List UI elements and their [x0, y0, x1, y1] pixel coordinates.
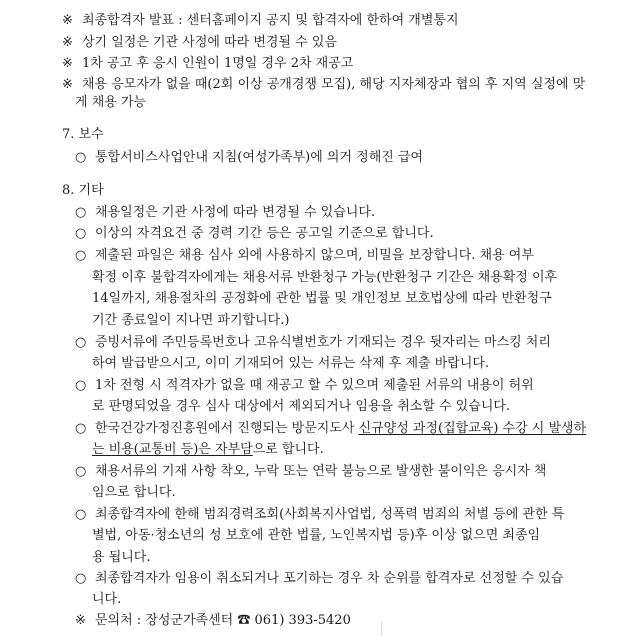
- section-7-title: 7. 보수: [62, 127, 104, 142]
- divider: [381, 622, 382, 636]
- list-item-continued: 확정 이후 불합격자에게는 채용서류 반환청구 가능(반환청구 기간은 채용확정 이후: [92, 270, 558, 285]
- underlined-text: 는 비용(교통비 등)은 자부담: [92, 442, 253, 457]
- bullet-icon: ○: [75, 421, 87, 436]
- list-item: ○ 한국건강가정진흥원에서 진행되는 방문지도사 신규양성 과정(집합교육) 수강 시 발생하: [75, 421, 587, 436]
- note-line: ※ 채용 응모자가 없을 때(2회 이상 공개경쟁 모집), 해당 지자체장과 협의 후 지역 실정에 맞: [62, 77, 586, 92]
- list-item: ○ 1차 전형 시 적격자가 없을 때 재공고 할 수 있으며 제출된 서류의 내용이 허위: [75, 378, 534, 393]
- list-item-continued: 니다.: [92, 592, 122, 607]
- bullet-icon: ○: [75, 150, 87, 165]
- list-item-continued: 용 됩니다.: [92, 550, 151, 565]
- note-line: ※ 최종합격자 발표 : 센터홈페이지 공지 및 합격자에 한하여 개별통지: [62, 13, 459, 28]
- note-line-continued: 게 채용 가능: [75, 95, 147, 110]
- bullet-icon: ○: [75, 464, 87, 479]
- list-item: ○ 채용일정은 기관 사정에 따라 변경될 수 있습니다.: [75, 205, 376, 220]
- list-item-continued: 는 비용(교통비 등)은 자부담으로 합니다.: [92, 442, 324, 457]
- list-item-continued: 별법, 아동·청소년의 성 보호에 관한 법률, 노인복지법 등)후 이상 없으면 최종임: [92, 528, 541, 543]
- bullet-icon: ○: [75, 571, 87, 586]
- reference-mark: ※: [75, 613, 86, 628]
- list-item: ○ 최종합격자가 임용이 취소되거나 포기하는 경우 차 순위를 합격자로 선정할 수 있습: [75, 571, 564, 586]
- list-item: ○ 채용서류의 기재 사항 착오, 누락 또는 연락 불능으로 발생한 불이익은 응시자 책: [75, 464, 547, 479]
- bullet-icon: ○: [75, 226, 87, 241]
- list-item-continued: 14일까지, 채용절차의 공정화에 관한 법률 및 개인정보 보호법상에 따라 반환청구: [92, 291, 552, 306]
- bullet-icon: ○: [75, 378, 87, 393]
- list-item-continued: 로 판명되었을 경우 심사 대상에서 제외되거나 임용을 취소할 수 있습니다.: [92, 399, 511, 414]
- contact-label: 문의처 : 장성군가족센터: [95, 613, 234, 628]
- list-item: ○ 최종합격자에 한해 범죄경력조회(사회복지사업법, 성폭력 범죄의 처벌 등에 관한 특: [75, 507, 565, 522]
- list-item-continued: 기간 종료일이 지나면 파기합니다.): [92, 313, 290, 328]
- reference-mark: ※: [62, 35, 73, 50]
- note-line: ※ 1차 공고 후 응시 인원이 1명일 경우 2차 재공고: [62, 56, 354, 71]
- list-item-continued: 임으로 합니다.: [92, 485, 176, 500]
- list-item: ○ 이상의 자격요건 중 경력 기간 등은 공고일 기준으로 합니다.: [75, 226, 434, 241]
- reference-mark: ※: [62, 13, 73, 28]
- contact-line: [75, 612, 351, 630]
- list-item: ○ 증빙서류에 주민등록번호나 고유식별번호가 기재되는 경우 뒷자리는 마스킹 처리: [75, 335, 551, 350]
- bullet-icon: ○: [75, 507, 87, 522]
- reference-mark: ※: [62, 56, 73, 71]
- contact-phone: 061) 393-5420: [254, 613, 351, 628]
- section-7-item: ○ 통합서비스사업안내 지침(여성가족부)에 의거 정해진 급여: [75, 150, 424, 165]
- bullet-icon: ○: [75, 205, 87, 220]
- list-item-continued: 하여 발급받으시고, 이미 기재되어 있는 서류는 삭제 후 제출 바랍니다.: [92, 356, 490, 371]
- reference-mark: ※: [62, 77, 73, 92]
- bullet-icon: ○: [75, 248, 87, 263]
- bullet-icon: ○: [75, 335, 87, 350]
- section-8-title: 8. 기타: [62, 183, 104, 198]
- phone-icon: ☎: [237, 613, 251, 628]
- note-line: ※ 상기 일정은 기관 사정에 따라 변경될 수 있음: [62, 35, 337, 50]
- list-item: ○ 제출된 파일은 채용 심사 외에 사용하지 않으며, 비밀을 보장합니다. 채용 여부: [75, 248, 534, 263]
- underlined-text: 신규양성 과정(집합교육) 수강 시 발생하: [358, 421, 587, 436]
